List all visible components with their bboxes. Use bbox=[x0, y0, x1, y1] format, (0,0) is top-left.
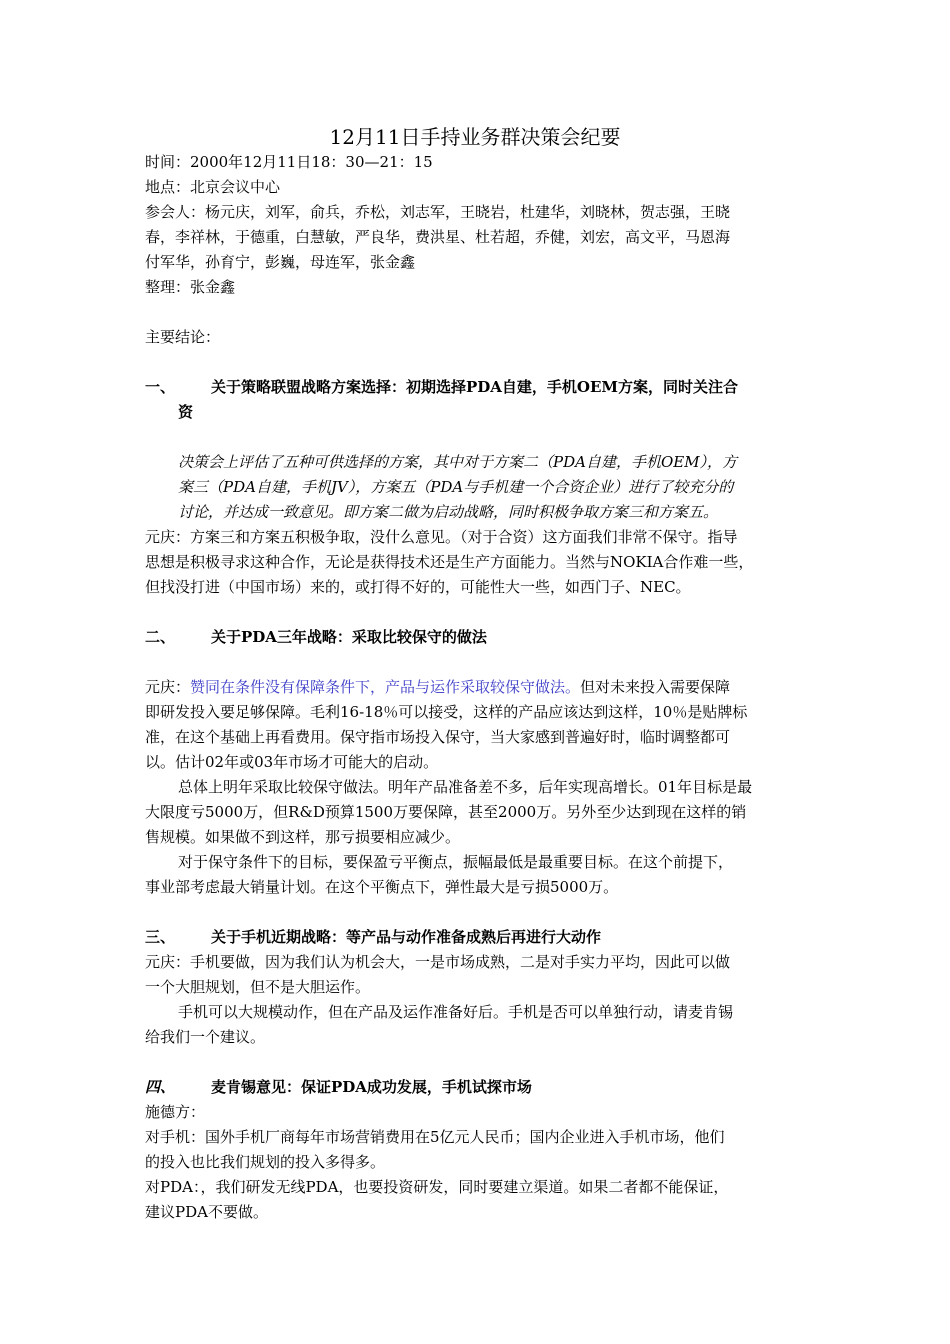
body-line: 准，在这个基础上再看费用。保守指市场投入保守，当大家感到普遍好时，临时调整都可 bbox=[145, 728, 731, 746]
body-line: 的投入也比我们规划的投入多得多。 bbox=[145, 1153, 386, 1171]
body-line: 元庆：方案三和方案五积极争取，没什么意见。（对于合资）这方面我们非常不保守。指导 bbox=[145, 528, 738, 546]
meeting-time: 时间：2000年12月11日18：30—21：15 bbox=[145, 153, 433, 171]
body-line: 手机可以大规模动作，但在产品及运作准备好后。手机是否可以单独行动，请麦肯锡 bbox=[178, 1003, 734, 1021]
document-title: 12月11日手持业务群决策会纪要 bbox=[329, 125, 621, 149]
body-line: 给我们一个建议。 bbox=[145, 1028, 266, 1046]
section-heading: 麦肯锡意见：保证PDA成功发展，手机试探市场 bbox=[211, 1078, 532, 1096]
speaker-label: 元庆： bbox=[145, 678, 191, 696]
body-line: 大限度亏5000万，但R&D预算1500万要保障，甚至2000万。另外至少达到现在这样的销 bbox=[145, 803, 747, 821]
body-line: 元庆：手机要做，因为我们认为机会大，一是市场成熟，二是对手实力平均，因此可以做 bbox=[145, 953, 731, 971]
attendees-line: 春，李祥林，于德重，白慧敏，严良华，费洪星、杜若超，乔健，刘宏，高文平，马恩海 bbox=[145, 228, 731, 246]
section-number: 一、 bbox=[145, 378, 176, 396]
body-line: 对于保守条件下的目标，要保盈亏平衡点，振幅最低是最重要目标。在这个前提下， bbox=[178, 853, 734, 871]
body-line: 对手机：国外手机厂商每年市场营销费用在5亿元人民币；国内企业进入手机市场，他们 bbox=[145, 1128, 725, 1146]
attendees-line: 付军华，孙育宁，彭巍，母连军，张金鑫 bbox=[145, 253, 416, 271]
body-line: 事业部考虑最大销量计划。在这个平衡点下，弹性最大是亏损5000万。 bbox=[145, 878, 619, 896]
body-line: 思想是积极寻求这种合作，无论是获得技术还是生产方面能力。当然与NOKIA合作难一些， bbox=[145, 553, 754, 571]
body-line: 售规模。如果做不到这样，那亏损要相应减少。 bbox=[145, 828, 461, 846]
body-line: 但找没打进（中国市场）来的，或打得不好的，可能性大一些，如西门子、NEC。 bbox=[145, 578, 691, 596]
section-heading: 资 bbox=[178, 403, 194, 421]
summary-paragraph-line: 案三（PDA自建，手机JV），方案五（PDA与手机建一个合资企业）进行了较充分的 bbox=[178, 478, 734, 496]
body-line: 对PDA：，我们研发无线PDA，也要投资研发，同时要建立渠道。如果二者都不能保证， bbox=[145, 1178, 729, 1196]
attendees-line: 参会人：杨元庆，刘军，俞兵，乔松，刘志军，王晓岩，杜建华，刘晓林，贺志强，王晓 bbox=[145, 203, 731, 221]
recorder: 整理：张金鑫 bbox=[145, 278, 236, 296]
section-number: 二、 bbox=[145, 628, 176, 646]
body-line: 一个大胆规划，但不是大胆运作。 bbox=[145, 978, 371, 996]
body-text: 但对未来投入需要保障 bbox=[580, 678, 731, 696]
section-heading: 关于PDA三年战略：采取比较保守的做法 bbox=[211, 628, 487, 646]
body-line bbox=[145, 676, 730, 698]
body-line: 即研发投入要足够保障。毛利16-18％可以接受，这样的产品应该达到这样，10％是贴牌标 bbox=[145, 703, 748, 721]
highlighted-text: 赞同在条件没有保障条件下，产品与运作采取较保守做法。 bbox=[190, 678, 581, 696]
main-conclusions-label: 主要结论： bbox=[145, 328, 221, 346]
section-number: 四、 bbox=[145, 1078, 176, 1096]
body-line: 总体上明年采取比较保守做法。明年产品准备差不多，后年实现高增长。01年目标是最 bbox=[178, 778, 753, 796]
body-line: 建议PDA不要做。 bbox=[145, 1203, 268, 1221]
section-heading: 关于手机近期战略：等产品与动作准备成熟后再进行大动作 bbox=[211, 928, 602, 946]
meeting-place: 地点：北京会议中心 bbox=[145, 178, 281, 196]
section-number: 三、 bbox=[145, 928, 176, 946]
summary-paragraph-line: 讨论，并达成一致意见。即方案二做为启动战略，同时积极争取方案三和方案五。 bbox=[178, 503, 719, 521]
body-line: 以。估计02年或03年市场才可能大的启动。 bbox=[145, 753, 439, 771]
body-line: 施德方： bbox=[145, 1103, 206, 1121]
section-heading: 关于策略联盟战略方案选择：初期选择PDA自建，手机OEM方案，同时关注合 bbox=[211, 378, 739, 396]
summary-paragraph-line: 决策会上评估了五种可供选择的方案，其中对于方案二（PDA自建，手机OEM），方 bbox=[178, 453, 738, 471]
